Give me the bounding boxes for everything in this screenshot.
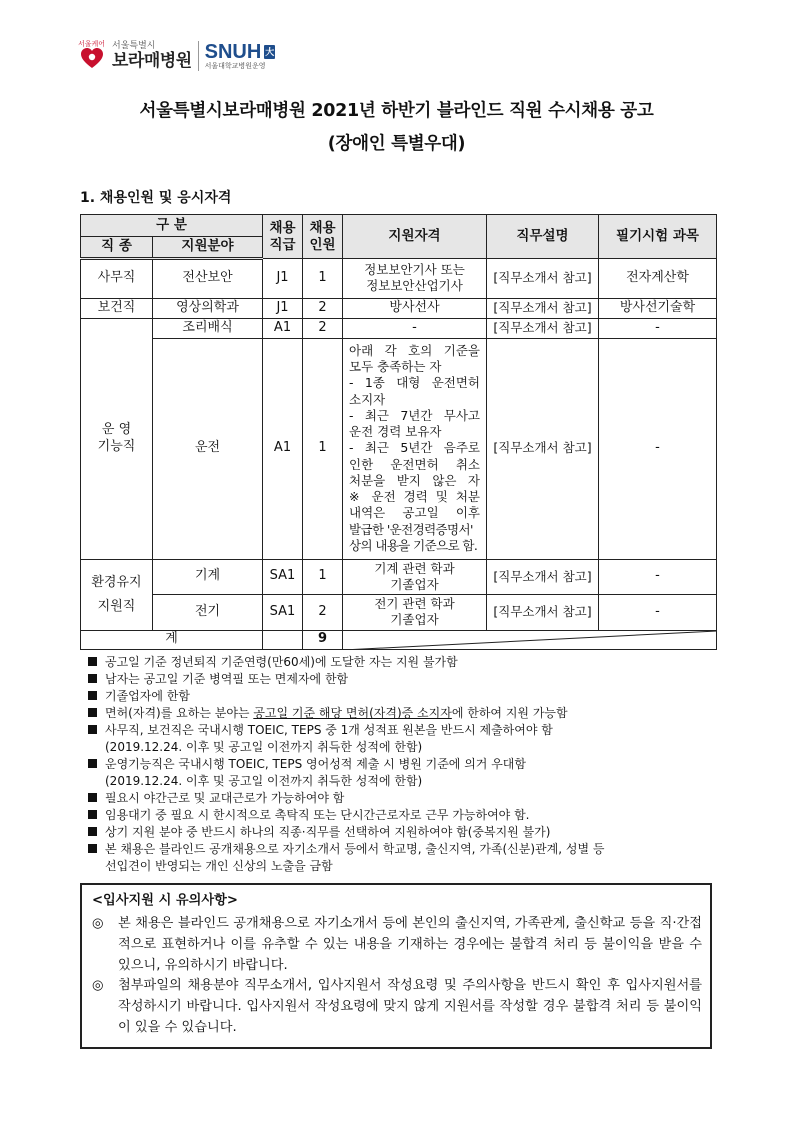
note-item: 필요시 야간근로 및 교대근로가 가능하여야 함 <box>86 790 716 807</box>
boramae-logo-mark <box>78 39 108 73</box>
heart-icon <box>80 47 104 69</box>
snuh-logo <box>205 42 276 70</box>
logo-divider <box>198 41 199 71</box>
diagonal-line <box>343 631 717 650</box>
boramae-wordmark <box>112 42 192 71</box>
header-count: 채용인원 <box>303 215 343 259</box>
square-bullet-icon <box>88 793 97 802</box>
caution-item: ◎ 첨부파일의 채용분야 직무소개서, 입사지원서 작성요령 및 주의사항을 반드시 확인 후 입사지원서를 작성하시기 바랍니다. 입사지원서 작성요령에 맞지 않게 지원서를 작성할 경우 불합격 처리 등 불이익이 있을 수 있습니다. <box>92 978 702 1036</box>
table-row: 보건직 영상의학과 J1 2 방사선사 [직무소개서 참고] 방사선기술학 <box>81 298 717 318</box>
note-item: 면허(자격)를 요하는 분야는 공고일 기준 해당 면허(자격)증 소지자에 한하여 지원 가능함 <box>86 705 716 722</box>
total-row <box>81 630 717 649</box>
page-title: 서울특별시보라매병원 2021년 하반기 블라인드 직원 수시채용 공고 <box>139 101 654 121</box>
square-bullet-icon <box>88 725 97 734</box>
note-item: 남자는 공고일 기준 병역필 또는 면제자에 한함 <box>86 671 716 688</box>
square-bullet-icon <box>88 674 97 683</box>
square-bullet-icon <box>88 827 97 836</box>
double-circle-icon: ◎ <box>92 915 104 931</box>
double-circle-icon: ◎ <box>92 978 104 994</box>
table-row: 운 영 기능직 조리배식 A1 2 - [직무소개서 참고] - <box>81 318 717 338</box>
driver-qualification: 아래 각 호의 기준을 모두 충족하는 자 - 1종 대형 운전면허 소지자 - 최근 7년간 무사고 운전 경력 보유자 - 최근 5년간 음주로 인한 운전면허 취소 처분을 받지 않은 자 ※ 운전 경력 및 처분 내역은 공고일 이후 발급한 '운전경력증명서' 상의 내용을 기준으로 함. <box>343 338 487 559</box>
square-bullet-icon <box>88 708 97 717</box>
square-bullet-icon <box>88 810 97 819</box>
header-job-desc: 직무설명 <box>487 215 599 259</box>
square-bullet-icon <box>88 657 97 666</box>
header-qualification: 지원자격 <box>343 215 487 259</box>
header-logos <box>78 36 275 76</box>
caution-title: <입사지원 시 유의사항> <box>92 893 238 908</box>
square-bullet-icon <box>88 691 97 700</box>
note-item: 임용대기 중 필요 시 한시적으로 촉탁직 또는 단시간근로자로 근무 가능하여야 함. <box>86 807 716 824</box>
note-item: 상기 지원 분야 중 반드시 하나의 직종·직무를 선택하여 지원하여야 함(중복지원 불가) <box>86 824 716 841</box>
note-item: 공고일 기준 정년퇴직 기준연령(만60세)에 도달한 자는 지원 불가함 <box>86 654 716 671</box>
snuh-name: SNUH <box>204 40 262 63</box>
caution-item: ◎ 본 채용은 블라인드 공개채용으로 자기소개서 등에 본인의 출신지역, 가족관계, 출신학교 등을 직·간접적으로 표현하거나 이를 유추할 수 있는 내용을 기재하는 경우에는 불합격 처리 등 불이익을 받을 수 있으니, 유의하시기 바랍니다. <box>92 915 702 973</box>
recruitment-table <box>80 214 717 650</box>
section-heading: 1. 채용인원 및 응시자격 <box>80 190 232 206</box>
total-label: 계 <box>81 630 263 649</box>
header-jikjong: 직 종 <box>81 237 153 259</box>
boramae-name: 보라매병원 <box>112 50 192 71</box>
snuh-subtitle: 서울대학교병원운영 <box>204 61 266 70</box>
total-blank-cell <box>343 630 717 649</box>
table-row: 환경유지 지원직 기계 SA1 1 기계 관련 학과 기졸업자 [직무소개서 참고] - <box>81 559 717 595</box>
note-item: 운영기능직은 국내시행 TOEIC, TEPS 영어성적 제출 시 병원 기준에 의거 우대함 (2019.12.24. 이후 및 공고일 이전까지 취득한 성적에 한함) <box>86 756 716 790</box>
square-bullet-icon <box>88 759 97 768</box>
seoul-care-tag: 서울케어 <box>78 40 106 48</box>
boramae-city: 서울특별시 <box>112 40 156 51</box>
caution-box <box>80 883 712 1049</box>
note-item: 기졸업자에 한함 <box>86 688 716 705</box>
square-bullet-icon <box>88 844 97 853</box>
page-subtitle: (장애인 특별우대) <box>327 134 466 154</box>
header-grade: 채용직급 <box>263 215 303 259</box>
notes-list <box>86 654 716 875</box>
table-row: 운전 A1 1 아래 각 호의 기준을 모두 충족하는 자 - 1종 대형 운전면허 소지자 - 최근 7년간 무사고 운전 경력 보유자 - 최근 5년간 음주로 인한 운전면허 취소 처분을 받지 않은 자 ※ 운전 경력 및 처분 내역은 공고일 이후 발급한 '운전경력증명서' 상의 내용을 기준으로 함. [직무소개서 참고] - <box>81 338 717 559</box>
note-item: 사무직, 보건직은 국내시행 TOEIC, TEPS 중 1개 성적표 원본을 반드시 제출하여야 함 (2019.12.24. 이후 및 공고일 이전까지 취득한 성적에 한함) <box>86 722 716 756</box>
header-exam: 필기시험 과목 <box>599 215 717 259</box>
table-row: 사무직 전산보안 J1 1 정보보안기사 또는 정보보안산업기사 [직무소개서 참고] 전자계산학 <box>81 259 717 299</box>
header-gubun: 구 분 <box>81 215 263 237</box>
snuh-seal-icon: 大 <box>265 47 275 58</box>
note-item: 본 채용은 블라인드 공개채용으로 자기소개서 등에서 학교명, 출신지역, 가족(신분)관계, 성별 등 선입견이 반영되는 개인 신상의 노출을 금함 <box>86 841 716 875</box>
total-count: 9 <box>303 630 343 649</box>
header-field: 지원분야 <box>153 237 263 259</box>
table-row: 전기 SA1 2 전기 관련 학과 기졸업자 [직무소개서 참고] - <box>81 595 717 631</box>
